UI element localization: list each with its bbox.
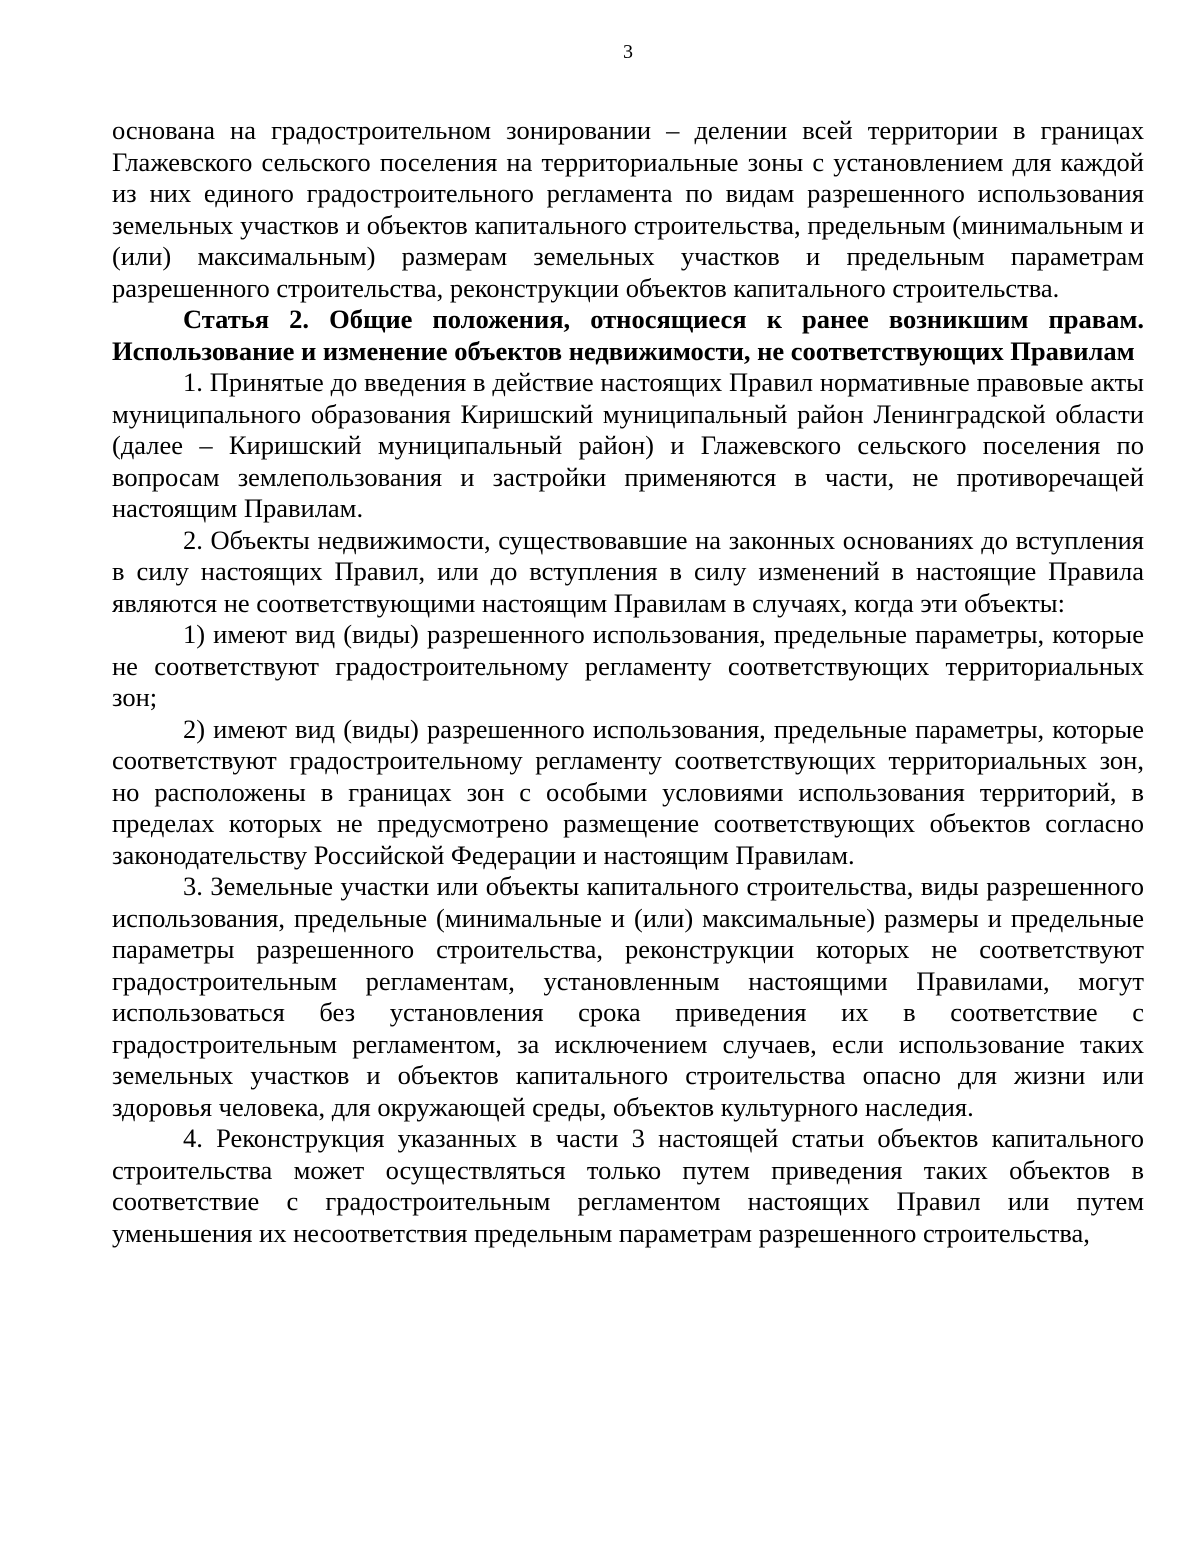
- article-2-heading: Статья 2. Общие положения, относящиеся к ранее возникшим правам. Использование и изменение объектов недвижимости, не соответствующих Правилам: [112, 304, 1144, 366]
- paragraph-subclause-1: 1) имеют вид (виды) разрешенного использования, предельные параметры, которые не соответствуют градостроительному регламенту соответствующих территориальных зон;: [112, 619, 1144, 712]
- document-body: [112, 115, 1144, 1249]
- paragraph-clause-1: 1. Принятые до введения в действие настоящих Правил нормативные правовые акты муниципального образования Киришский муниципальный район Ленинградской области (далее – Киришский муниципальный район) и Глажевского сельского поселения по вопросам землепользования и застройки применяются в части, не противоречащей настоящим Правилам.: [112, 367, 1144, 523]
- page-number: 3: [623, 41, 633, 63]
- paragraph-clause-2: 2. Объекты недвижимости, существовавшие на законных основаниях до вступления в силу настоящих Правил, или до вступления в силу изменений в настоящие Правила являются не соответствующими настоящим Правилам в случаях, когда эти объекты:: [112, 524, 1144, 618]
- paragraph-subclause-2: 2) имеют вид (виды) разрешенного использования, предельные параметры, которые соответствуют градостроительному регламенту соответствующих территориальных зон, но расположены в границах зон с особыми условиями использования территорий, в пределах которых не предусмотрено размещение соответствующих объектов согласно законодательству Российской Федерации и настоящим Правилам.: [112, 713, 1144, 870]
- paragraph-clause-3: 3. Земельные участки или объекты капитального строительства, виды разрешенного использования, предельные (минимальные и (или) максимальные) размеры и предельные параметры разрешенного строительства, реконструкции которых не соответствуют градостроительным регламентам, установленным настоящими Правилами, могут использоваться без установления срока приведения их в соответствие с градостроительным регламентом, за исключением случаев, если использование таких земельных участков и объектов капитального строительства опасно для жизни или здоровья человека, для окружающей среды, объектов культурного наследия.: [112, 871, 1144, 1122]
- paragraph-clause-4: 4. Реконструкция указанных в части 3 настоящей статьи объектов капитального строительства может осуществляться только путем приведения таких объектов в соответствие с градостроительным регламентом настоящих Правил или путем уменьшения их несоответствия предельным параметрам разрешенного строительства,: [112, 1123, 1144, 1248]
- paragraph-zoning-basis: основана на градостроительном зонировании – делении всей территории в границах Глажевского сельского поселения на территориальные зоны с установлением для каждой из них единого градостроительного регламента по видам разрешенного использования земельных участков и объектов капитального строительства, предельным (минимальным и (или) максимальным) размерам земельных участков и предельным параметрам разрешенного строительства, реконструкции объектов капитального строительства.: [112, 115, 1144, 303]
